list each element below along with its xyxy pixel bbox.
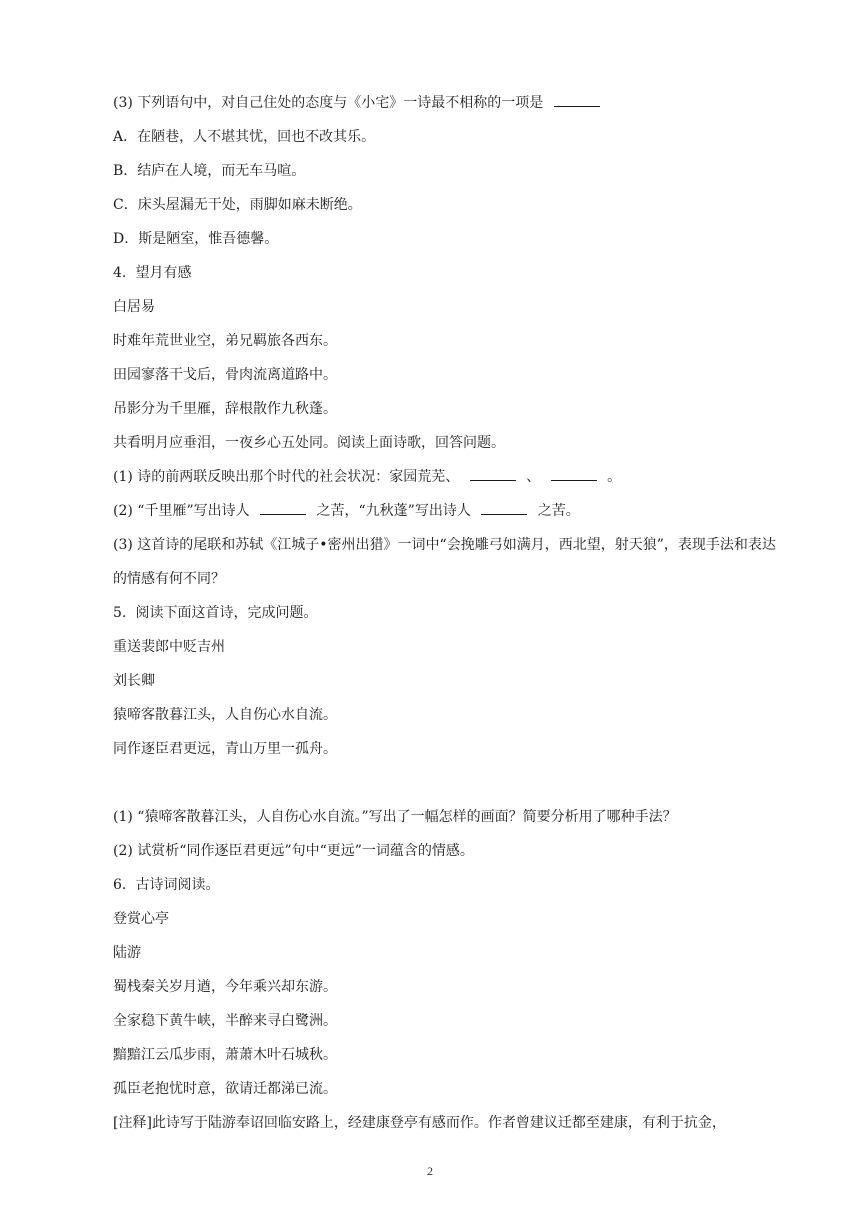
answer-blank <box>260 498 306 515</box>
page-number: 2 <box>427 1164 433 1178</box>
q5-author: 刘长卿 <box>113 673 155 689</box>
answer-blank <box>470 464 516 481</box>
q5-poem-line-1: 猿啼客散暮江头，人自伤心水自流。 <box>113 707 337 723</box>
q4-poem-line-3: 吊影分为千里雁，辞根散作九秋蓬。 <box>113 401 337 417</box>
q4-number: 4. <box>113 265 127 281</box>
q4-sub3: (3) 这首诗的尾联和苏轼《江城子•密州出猎》一词中“会挽雕弓如满月，西北望，射天狼”，表现手法和表达的情感有何不同？ <box>113 537 776 587</box>
q6-poem-line-1: 蜀栈秦关岁月遒，今年乘兴却东游。 <box>113 979 337 995</box>
q3-option-c: C．床头屋漏无干处，雨脚如麻未断绝。 <box>113 197 362 213</box>
q4-sub1-text: (1) 诗的前两联反映出那个时代的社会状况：家园荒芜、 <box>113 469 460 485</box>
q3-stem-line <box>113 86 783 120</box>
q4-heading: 望月有感 <box>135 265 192 281</box>
spacer <box>113 766 783 800</box>
q3-option-b: B．结庐在人境，而无车马喧。 <box>113 163 306 179</box>
q4-sub1-end: 。 <box>607 469 622 485</box>
q6-heading: 古诗词阅读。 <box>135 877 220 893</box>
q5-title: 重送裴郎中贬吉州 <box>113 639 225 655</box>
q5-heading-line <box>113 596 783 630</box>
q4-poem-line-2: 田园寥落干戈后，骨肉流离道路中。 <box>113 367 337 383</box>
answer-blank <box>551 464 597 481</box>
page-content <box>113 86 783 1140</box>
q4-sub2-text-a: (2) “千里雁”写出诗人 <box>113 503 250 519</box>
q5-sub2: (2) 试赏析“同作逐臣君更远”句中“更远”一词蕴含的情感。 <box>113 843 474 859</box>
q6-heading-line <box>113 868 783 902</box>
q6-number: 6. <box>113 877 127 893</box>
q6-poem-line-3: 黯黯江云瓜步雨，萧萧木叶石城秋。 <box>113 1047 337 1063</box>
q6-author: 陆游 <box>113 945 141 961</box>
q5-number: 5. <box>113 605 127 621</box>
q4-heading-line <box>113 256 783 290</box>
answer-blank <box>481 498 527 515</box>
q4-sub1 <box>113 460 783 494</box>
q4-sub2 <box>113 494 783 528</box>
q4-author: 白居易 <box>113 299 155 315</box>
q5-poem-line-2: 同作逐臣君更远，青山万里一孤舟。 <box>113 741 337 757</box>
q4-poem-line-1: 时难年荒世业空，弟兄羁旅各西东。 <box>113 333 337 349</box>
q3-option-a: A．在陋巷，人不堪其忧，回也不改其乐。 <box>113 129 376 145</box>
q4-sub1-separator: 、 <box>526 469 541 485</box>
q5-sub1: (1) “猿啼客散暮江头，人自伤心水自流。”写出了一幅怎样的画面？简要分析用了哪种手法？ <box>113 809 677 825</box>
q3-stem: (3) 下列语句中，对自己住处的态度与《小宅》一诗最不相称的一项是 <box>113 95 544 111</box>
q6-poem-line-4: 孤臣老抱忧时意，欲请迁都涕已流。 <box>113 1081 337 1097</box>
q3-option-d: D．斯是陋室，惟吾德馨。 <box>113 231 279 247</box>
q6-poem-line-2: 全家稳下黄牛峡，半醉来寻白鹭洲。 <box>113 1013 337 1029</box>
q4-poem-line-4: 共看明月应垂泪，一夜乡心五处同。阅读上面诗歌，回答问题。 <box>113 435 505 451</box>
q4-sub2-text-b: 之苦，“九秋蓬”写出诗人 <box>316 503 471 519</box>
q5-heading: 阅读下面这首诗，完成问题。 <box>135 605 318 621</box>
q6-note: [注释]此诗写于陆游奉诏回临安路上，经建康登亭有感而作。作者曾建议迁都至建康，有利于抗金， <box>113 1115 726 1131</box>
answer-blank <box>554 90 600 107</box>
q4-sub2-text-c: 之苦。 <box>537 503 580 519</box>
q6-title: 登赏心亭 <box>113 911 169 927</box>
